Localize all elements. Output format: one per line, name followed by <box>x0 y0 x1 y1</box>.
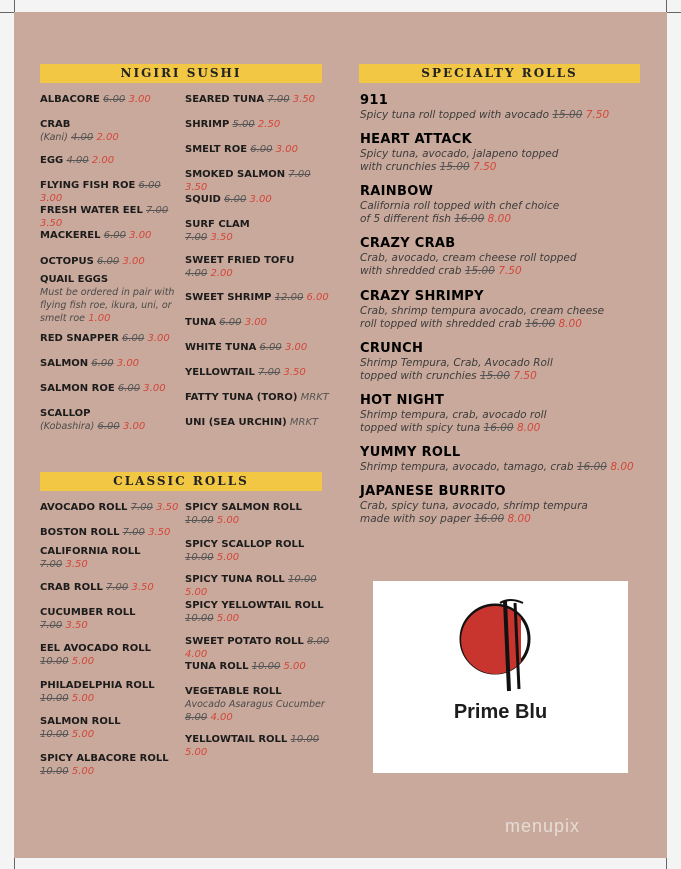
old-price: 16.00 <box>525 318 556 330</box>
old-price: 7.00 <box>146 205 169 216</box>
item-desc <box>360 109 650 122</box>
menu-item <box>40 154 180 167</box>
item-name: MACKEREL <box>40 230 101 241</box>
sale-price: 3.50 <box>131 582 154 593</box>
sale-price: 5.00 <box>283 661 306 672</box>
sale-price: 3.00 <box>122 256 145 267</box>
brand-name: Prime Blu <box>453 701 548 723</box>
specialty-item <box>360 483 650 526</box>
item-desc <box>360 370 650 383</box>
old-price: 6.00 <box>250 144 273 155</box>
sale-price: 7.50 <box>585 109 610 121</box>
item-desc <box>360 213 650 226</box>
item-desc: (Kani) <box>40 132 68 143</box>
item-name: CRAB <box>40 119 71 130</box>
sale-price: 3.50 <box>65 620 88 631</box>
old-price: 6.00 <box>138 180 161 191</box>
sale-price: 5.00 <box>216 613 240 624</box>
sale-price: 3.00 <box>40 193 63 204</box>
item-desc <box>360 513 650 526</box>
item-name: SWEET FRIED TOFU <box>185 255 295 266</box>
item-desc: (Kobashira) <box>40 421 95 432</box>
old-price: 10.00 <box>40 656 69 667</box>
item-detail <box>40 619 180 632</box>
item-name: CUCUMBER ROLL <box>40 607 136 618</box>
menu-item <box>185 218 335 244</box>
item-desc-text: roll topped with shredded crab <box>360 318 522 330</box>
item-name: JAPANESE BURRITO <box>360 484 506 499</box>
item-desc <box>360 252 650 265</box>
sale-price: 8.00 <box>558 318 582 330</box>
old-price: 6.00 <box>91 358 114 369</box>
old-price: 15.00 <box>552 109 583 121</box>
sale-price: 3.00 <box>116 358 140 369</box>
old-price: 16.00 <box>454 213 485 225</box>
sale-price: 5.00 <box>216 552 240 563</box>
old-price: 4.00 <box>66 155 89 166</box>
menu-item <box>40 715 180 741</box>
old-price: 8.00 <box>185 712 208 723</box>
old-price: 4.00 <box>185 268 208 279</box>
item-name: SPICY SALMON ROLL <box>185 502 302 513</box>
menu-item <box>185 254 335 280</box>
item-name: CRAB ROLL <box>40 582 103 593</box>
menu-item <box>40 752 180 778</box>
old-price: 6.00 <box>224 194 247 205</box>
old-price: 15.00 <box>464 265 495 277</box>
item-name: CRAZY SHRIMPY <box>360 289 484 304</box>
item-desc-text: of 5 different fish <box>360 213 451 225</box>
item-name: SPICY TUNA ROLL <box>185 574 285 585</box>
item-name: SPICY YELLOWTAIL ROLL <box>185 600 324 611</box>
item-name: SWEET SHRIMP <box>185 292 272 303</box>
menu-item <box>40 545 180 571</box>
item-desc-text: with crunchies <box>360 161 437 173</box>
old-price: 7.00 <box>185 232 208 243</box>
old-price: 10.00 <box>40 693 69 704</box>
old-price: 16.00 <box>474 513 505 525</box>
menu-item <box>185 733 335 759</box>
old-price: 5.00 <box>232 119 255 130</box>
item-desc-text: made with soy paper <box>360 513 471 525</box>
item-detail <box>40 765 180 778</box>
sale-price: 3.00 <box>129 230 152 241</box>
menu-item <box>40 118 180 144</box>
item-name: SPICY SCALLOP ROLL <box>185 539 305 550</box>
specialty-item <box>360 288 650 331</box>
sale-price: 3.00 <box>284 342 308 353</box>
old-price: 10.00 <box>251 661 281 672</box>
item-name: FATTY TUNA (TORO) <box>185 392 298 403</box>
crop-mark <box>666 858 667 869</box>
item-desc-text: Shrimp tempura, avocado, tamago, crab <box>360 461 574 473</box>
menu-item <box>40 204 180 230</box>
item-desc-text: Crab, spicy tuna, avocado, shrimp tempura <box>360 500 588 512</box>
sale-price: 3.50 <box>292 94 316 105</box>
old-price: 7.00 <box>40 620 63 631</box>
item-name: CRUNCH <box>360 341 424 356</box>
item-name: CALIFORNIA ROLL <box>40 546 141 557</box>
old-price: 6.00 <box>259 342 282 353</box>
menu-item <box>40 357 180 370</box>
specialty-item <box>360 235 650 278</box>
item-name: YELLOWTAIL ROLL <box>185 734 288 745</box>
item-name: EEL AVOCADO ROLL <box>40 643 151 654</box>
item-name: SURF CLAM <box>185 219 250 230</box>
market-price: MRKT <box>300 392 329 403</box>
item-name: VEGETABLE ROLL <box>185 686 282 697</box>
menu-item <box>40 526 180 539</box>
sale-price: 5.00 <box>71 729 95 740</box>
item-name: RED SNAPPER <box>40 333 119 344</box>
menu-item <box>40 606 180 632</box>
old-price: 6.00 <box>219 317 242 328</box>
menu-item <box>40 332 180 345</box>
old-price: 7.00 <box>288 169 311 180</box>
nigiri-heading: NIGIRI SUSHI <box>40 64 322 83</box>
item-desc: Avocado Asaragus Cucumber <box>185 699 325 710</box>
item-desc <box>360 161 650 174</box>
old-price: 7.00 <box>258 367 281 378</box>
item-detail <box>40 558 180 571</box>
item-name: SMELT ROE <box>185 144 248 155</box>
sale-price: 3.00 <box>143 383 166 394</box>
item-name: SWEET POTATO ROLL <box>185 636 304 647</box>
item-detail <box>185 267 335 280</box>
sale-price: 7.50 <box>513 370 537 382</box>
item-desc-text: California roll topped with chef choice <box>360 200 560 212</box>
menu-item <box>40 229 180 242</box>
old-price: 6.00 <box>103 230 126 241</box>
specialty-item <box>360 131 650 174</box>
old-price: 6.00 <box>97 256 120 267</box>
menu-item <box>40 581 180 594</box>
sale-price: 7.50 <box>498 265 522 277</box>
menu-item <box>185 341 335 354</box>
item-detail <box>40 131 180 144</box>
item-desc <box>360 357 650 370</box>
market-price: MRKT <box>289 417 319 428</box>
item-detail <box>40 655 180 668</box>
sale-price: 7.50 <box>473 161 497 173</box>
item-name: EGG <box>40 155 64 166</box>
specialty-heading: SPECIALTY ROLLS <box>359 64 640 83</box>
menu-item <box>185 573 335 599</box>
item-name: TUNA ROLL <box>185 661 249 672</box>
menu-item <box>185 168 335 194</box>
item-desc-text: Spicy tuna, avocado, jalapeno topped <box>360 148 559 160</box>
item-name: SALMON ROE <box>40 383 115 394</box>
sale-price: 3.00 <box>128 94 151 105</box>
item-desc <box>360 422 650 435</box>
crop-mark <box>14 858 15 869</box>
item-name: SPICY ALBACORE ROLL <box>40 753 169 764</box>
menu-item <box>185 391 335 404</box>
crop-mark <box>0 12 14 13</box>
old-price: 12.00 <box>274 292 304 303</box>
item-desc <box>360 500 650 513</box>
old-price: 10.00 <box>185 613 214 624</box>
menu-item <box>185 685 335 724</box>
item-name: UNI (SEA URCHIN) <box>185 417 287 428</box>
item-name: SHRIMP <box>185 119 230 130</box>
sale-price: 8.00 <box>487 213 512 225</box>
menu-item <box>40 179 180 205</box>
menu-item <box>185 635 335 661</box>
specialty-item <box>360 92 650 122</box>
menu-item <box>40 642 180 668</box>
logo-icon <box>373 581 628 773</box>
sale-price: 5.00 <box>71 693 95 704</box>
item-name: OCTOPUS <box>40 256 94 267</box>
menu-item <box>185 291 335 304</box>
item-desc: Must be ordered in pair with flying fish roe, ikura, uni, or smelt roe <box>40 287 175 324</box>
old-price: 10.00 <box>185 515 214 526</box>
item-name: CRAZY CRAB <box>360 236 456 251</box>
item-desc <box>360 200 650 213</box>
menu-item <box>185 660 335 673</box>
menu-item <box>185 193 335 206</box>
item-desc-text: Spicy tuna roll topped with avocado <box>360 109 549 121</box>
item-desc-text: topped with spicy tuna <box>360 422 481 434</box>
sale-price: 5.00 <box>71 656 95 667</box>
specialty-item <box>360 183 650 226</box>
old-price: 4.00 <box>70 132 94 143</box>
item-desc <box>360 409 650 422</box>
watermark: menupix <box>505 816 581 836</box>
old-price: 10.00 <box>40 766 69 777</box>
item-detail <box>40 420 180 433</box>
item-name: SEARED TUNA <box>185 94 265 105</box>
old-price: 10.00 <box>185 552 214 563</box>
menu-item <box>40 273 180 325</box>
menu-item <box>40 501 180 514</box>
sale-price: 5.00 <box>185 747 208 758</box>
item-detail <box>185 698 335 724</box>
sale-price: 3.00 <box>249 194 272 205</box>
sale-price: 1.00 <box>88 313 111 324</box>
menu-item <box>185 118 335 131</box>
menu-item <box>185 538 335 564</box>
item-name: YUMMY ROLL <box>360 445 461 460</box>
menu-item <box>185 93 335 106</box>
item-desc-text: Shrimp tempura, crab, avocado roll <box>360 409 547 421</box>
item-name: PHILADELPHIA ROLL <box>40 680 155 691</box>
item-desc-text: Crab, shrimp tempura avocado, cream cheese <box>360 305 605 317</box>
sale-price: 3.00 <box>147 333 170 344</box>
sale-price: 2.50 <box>257 119 281 130</box>
old-price: 6.00 <box>97 421 120 432</box>
old-price: 10.00 <box>287 574 317 585</box>
item-name: HEART ATTACK <box>360 132 472 147</box>
old-price: 7.00 <box>267 94 290 105</box>
sale-price: 3.50 <box>148 527 171 538</box>
specialty-item <box>360 340 650 383</box>
specialty-item <box>360 444 650 474</box>
menu-item <box>185 416 335 429</box>
menu-item <box>40 93 180 106</box>
old-price: 6.00 <box>122 333 145 344</box>
item-detail <box>40 286 180 325</box>
sale-price: 3.50 <box>210 232 233 243</box>
sale-price: 2.00 <box>91 155 115 166</box>
old-price: 7.00 <box>40 559 63 570</box>
item-desc-text: Shrimp Tempura, Crab, Avocado Roll <box>360 357 553 369</box>
menu-item <box>185 501 335 527</box>
sale-price: 2.00 <box>96 132 119 143</box>
menu-item <box>185 143 335 156</box>
sale-price: 4.00 <box>185 649 208 660</box>
menu-item <box>40 382 180 395</box>
old-price: 10.00 <box>290 734 320 745</box>
old-price: 6.00 <box>103 94 126 105</box>
sale-price: 3.00 <box>275 144 298 155</box>
menu-item <box>40 407 180 433</box>
sale-price: 3.50 <box>283 367 306 378</box>
sale-price: 8.00 <box>507 513 531 525</box>
sale-price: 3.50 <box>40 218 63 229</box>
item-name: SCALLOP <box>40 408 91 419</box>
crop-mark <box>14 0 15 12</box>
old-price: 10.00 <box>40 729 69 740</box>
sale-price: 2.00 <box>210 268 233 279</box>
crop-mark <box>666 0 667 12</box>
sale-price: 5.00 <box>185 587 208 598</box>
item-detail <box>185 231 335 244</box>
sale-price: 3.50 <box>156 502 179 513</box>
sale-price: 5.00 <box>71 766 95 777</box>
item-name: FLYING FISH ROE <box>40 180 136 191</box>
item-name: RAINBOW <box>360 184 434 199</box>
item-name: SALMON <box>40 358 89 369</box>
item-desc <box>360 461 650 474</box>
item-desc <box>360 148 650 161</box>
old-price: 16.00 <box>576 461 607 473</box>
item-name: SALMON ROLL <box>40 716 121 727</box>
item-name: BOSTON ROLL <box>40 527 120 538</box>
logo-box <box>373 581 628 773</box>
menu-item <box>185 316 335 329</box>
item-desc-text: with shredded crab <box>360 265 462 277</box>
old-price: 15.00 <box>439 161 470 173</box>
specialty-item <box>360 392 650 435</box>
item-name: 911 <box>360 93 389 108</box>
item-name: WHITE TUNA <box>185 342 257 353</box>
item-name: FRESH WATER EEL <box>40 205 143 216</box>
sale-price: 6.00 <box>306 292 329 303</box>
old-price: 7.00 <box>122 527 145 538</box>
item-desc <box>360 305 650 318</box>
menu-item <box>185 366 335 379</box>
item-name: ALBACORE <box>40 94 100 105</box>
item-name: SMOKED SALMON <box>185 169 286 180</box>
item-name: TUNA <box>185 317 217 328</box>
old-price: 7.00 <box>106 582 129 593</box>
crop-mark <box>667 12 681 13</box>
item-desc <box>360 265 650 278</box>
classic-heading: CLASSIC ROLLS <box>40 472 322 491</box>
sale-price: 8.00 <box>610 461 634 473</box>
item-detail <box>40 692 180 705</box>
old-price: 6.00 <box>117 383 141 394</box>
menu-item <box>40 255 180 268</box>
item-desc <box>360 318 650 331</box>
sale-price: 4.00 <box>210 712 233 723</box>
menu-item <box>185 599 335 625</box>
item-detail <box>185 612 335 625</box>
old-price: 16.00 <box>483 422 514 434</box>
sale-price: 3.50 <box>185 182 208 193</box>
item-detail <box>185 514 335 527</box>
sale-price: 5.00 <box>216 515 240 526</box>
sale-price: 3.00 <box>244 317 267 328</box>
item-name: QUAIL EGGS <box>40 274 109 285</box>
old-price: 15.00 <box>479 370 511 382</box>
item-detail <box>40 728 180 741</box>
item-name: HOT NIGHT <box>360 393 445 408</box>
item-desc-text: Crab, avocado, cream cheese roll topped <box>360 252 577 264</box>
sale-price: 3.50 <box>65 559 88 570</box>
sale-price: 8.00 <box>516 422 541 434</box>
old-price: 8.00 <box>306 636 330 647</box>
item-desc-text: topped with crunchies <box>360 370 477 382</box>
item-name: YELLOWTAIL <box>185 367 255 378</box>
item-name: AVOCADO ROLL <box>40 502 128 513</box>
old-price: 7.00 <box>130 502 153 513</box>
menu-item <box>40 679 180 705</box>
item-name: SQUID <box>185 194 221 205</box>
sale-price: 3.00 <box>122 421 146 432</box>
